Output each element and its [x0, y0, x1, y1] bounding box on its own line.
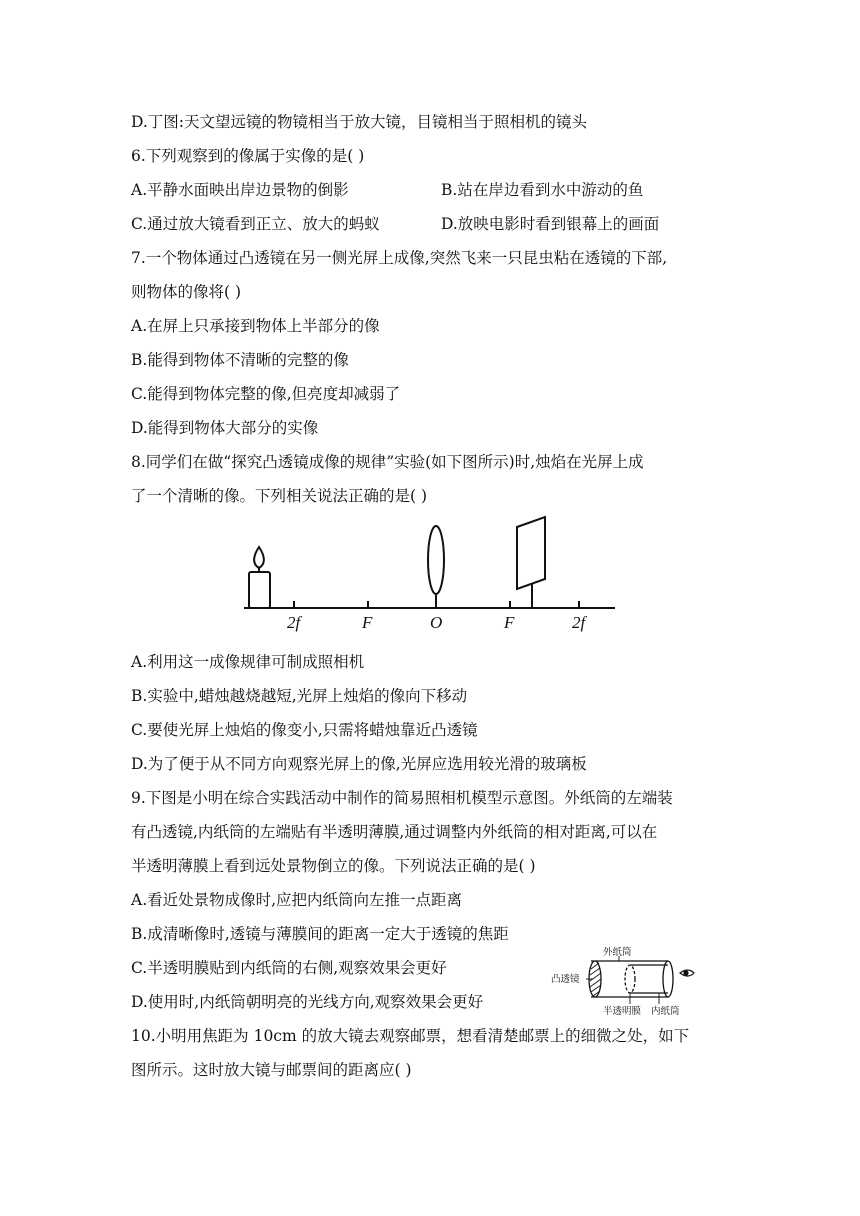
label-lens: 凸透镜 [551, 975, 580, 985]
label-center: O [430, 613, 443, 632]
q7-option-b: B.能得到物体不清晰的完整的像 [131, 351, 349, 369]
q7-option-d: D.能得到物体大部分的实像 [131, 419, 319, 437]
q10-stem-line2: 图所示。这时放大镜与邮票间的距离应( ) [131, 1061, 412, 1079]
bench-labels [287, 613, 588, 632]
label-outer-tube: 外纸筒 [603, 948, 632, 958]
q6-stem: 6.下列观察到的像属于实像的是( ) [131, 147, 365, 165]
lens-hatch [589, 961, 601, 997]
q8-stem-line1: 8.同学们在做“探究凸透镜成像的规律”实验(如下图所示)时,烛焰在光屏上成 [131, 453, 644, 471]
q9-option-b: B.成清晰像时,透镜与薄膜间的距离一定大于透镜的焦距 [131, 925, 509, 943]
q6-option-d: D.放映电影时看到银幕上的画面 [441, 215, 660, 233]
light-screen [517, 517, 545, 608]
q5-option-d: D.丁图:天文望远镜的物镜相当于放大镜，目镜相当于照相机的镜头 [131, 113, 588, 131]
candle [249, 547, 270, 608]
q8-option-d: D.为了便于从不同方向观察光屏上的像,光屏应选用较光滑的玻璃板 [131, 755, 587, 773]
candle-flame [254, 547, 264, 568]
q6-option-a: A.平静水面映出岸边景物的倒影 [131, 181, 349, 199]
film-ellipse [625, 965, 635, 993]
q9-stem-line1: 9.下图是小明在综合实践活动中制作的简易照相机模型示意图。外纸筒的左端装 [131, 789, 673, 807]
candle-body [249, 572, 270, 608]
q7-option-c: C.能得到物体完整的像,但亮度却减弱了 [131, 385, 401, 403]
optical-bench [244, 601, 615, 608]
q7-stem-line1: 7.一个物体通过凸透镜在另一侧光屏上成像,突然飞来一只昆虫粘在透镜的下部, [131, 249, 668, 267]
label-left-f: F [362, 613, 373, 632]
convex-lens [428, 526, 444, 608]
q9-stem-line3: 半透明薄膜上看到远处景物倒立的像。下列说法正确的是( ) [131, 857, 536, 875]
q9-option-c: C.半透明膜贴到内纸筒的右侧,观察效果会更好 [131, 959, 447, 977]
label-film: 半透明膜 [603, 1007, 642, 1017]
q8-stem-line2: 了一个清晰的像。下列相关说法正确的是( ) [131, 487, 428, 505]
label-right-2f: 2f [572, 613, 586, 632]
label-inner-tube: 内纸筒 [651, 1007, 680, 1017]
q8-option-a: A.利用这一成像规律可制成照相机 [131, 653, 365, 671]
q8-option-c: C.要使光屏上烛焰的像变小,只需将蜡烛靠近凸透镜 [131, 721, 478, 739]
q7-option-a: A.在屏上只承接到物体上半部分的像 [131, 317, 380, 335]
label-left-2f: 2f [287, 613, 301, 632]
label-right-f: F [504, 613, 515, 632]
outer-tube-right-rim [663, 961, 673, 997]
eye-icon [680, 970, 694, 976]
q6-option-c: C.通过放大镜看到正立、放大的蚂蚁 [131, 215, 380, 233]
q7-stem-line2: 则物体的像将( ) [131, 283, 242, 301]
q9-option-d: D.使用时,内纸筒朝明亮的光线方向,观察效果会更好 [131, 993, 484, 1011]
q9-option-a: A.看近处景物成像时,应把内纸筒向左推一点距离 [131, 891, 463, 909]
q9-stem-line2: 有凸透镜,内纸筒的左端贴有半透明薄膜,通过调整内外纸筒的相对距离,可以在 [131, 823, 658, 841]
q8-option-b: B.实验中,蜡烛越烧越短,光屏上烛焰的像向下移动 [131, 687, 468, 705]
q6-option-b: B.站在岸边看到水中游动的鱼 [441, 181, 644, 199]
q10-stem-line1: 10.小明用焦距为 10cm 的放大镜去观察邮票，想看清楚邮票上的细微之处，如下 [131, 1027, 690, 1045]
